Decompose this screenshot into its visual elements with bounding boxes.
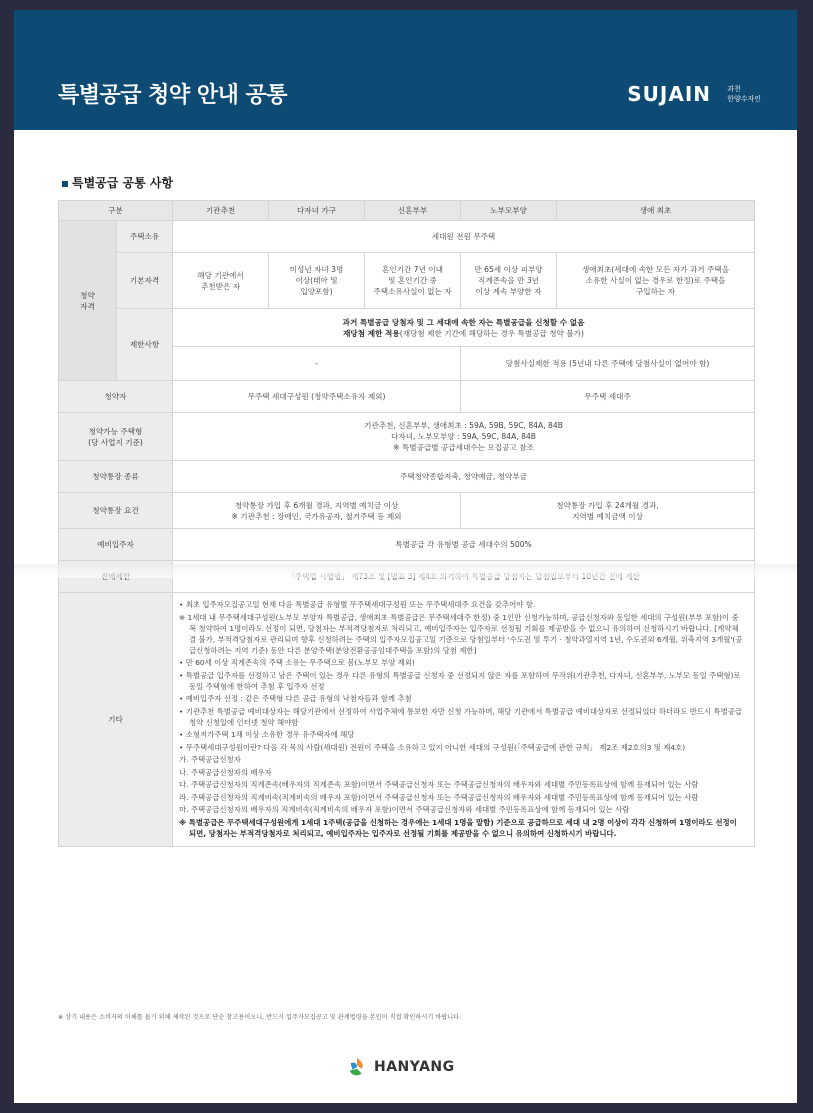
table-cell	[173, 309, 755, 347]
document-page	[14, 10, 797, 1103]
header-cell: 기관추천	[173, 201, 269, 221]
table-row	[59, 253, 755, 309]
table-row	[59, 221, 755, 253]
list-item: • 특별공급 입주자를 선정하고 남은 주택이 있는 경우 다른 유형의 특별공급 신청자 중 선정되지 않은 자를 포함하여 무작위(기관추천, 다자녀, 신혼부부, 노부모 동일 주택형)로 동일 주택형에 한하여 추첨 후 입주자 선정	[179, 670, 741, 691]
list-item: 라. 주택공급신청자의 직계비속(직계비속의 배우자 포함)이면서 주택공급신청자 또는 주택공급신청자의 배우자와 세대별 주민등록표상에 함께 등재되어 있는 사람	[179, 792, 699, 802]
table-cell: 당첨사실제한 적용 (5년내 다른 주택에 당첨사실이 없어야 함)	[461, 347, 755, 381]
table-cell: 청약통장 가입 후 6개월 경과, 지역별 예치금 이상 ※ 기관추천 : 장애인, 국가유공자, 철거주택 등 제외	[173, 493, 461, 529]
logo-text: HANYANG	[374, 1059, 455, 1075]
table-header-row	[59, 201, 755, 221]
table-cell: 무주택 세대주	[461, 381, 755, 413]
section-title	[62, 174, 173, 191]
restrict-line1: 과거 특별공급 당첨자 및 그 세대에 속한 자는 특별공급을 신청할 수 없음	[342, 317, 585, 327]
list-item: • 예비입주자 선정 : 같은 주택형 다른 공급 유형의 낙첨자들과 함께 추첨	[179, 694, 412, 703]
row-label: 청약통장 종류	[59, 461, 173, 493]
table-cell: 기관추천, 신혼부부, 생애최초 : 59A, 59B, 59C, 84A, 84B 다자녀, 노부모부양 : 59A, 59C, 84A, 84B ※ 특별공급별 공급세대수는 모집공고 참조	[173, 413, 755, 461]
table-cell: 생애최초(세대에 속한 모든 자가 과거 주택을 소유한 사실이 없는 경우로 한정)로 주택을 구입하는 자	[557, 253, 755, 309]
row-label: 청약통장 요건	[59, 493, 173, 529]
list-item: 나. 주택공급신청자의 배우자	[179, 767, 272, 777]
row-label: 기본자격	[117, 253, 173, 309]
etc-cell	[173, 593, 755, 847]
header-cell: 노부모부양	[461, 201, 557, 221]
brand-sub-line2: 한양수자인	[727, 95, 761, 103]
header-banner	[14, 10, 797, 130]
row-label: 주택소유	[117, 221, 173, 253]
table-cell: 주택청약종합저축, 청약예금, 청약부금	[173, 461, 755, 493]
table-cell: 혼인기간 7년 이내 및 혼인기간 중 주택소유사실이 없는 자	[365, 253, 461, 309]
row-label: 제한사항	[117, 309, 173, 381]
table-cell: 미성년 자녀 3명 이상(태아 및 입양포함)	[269, 253, 365, 309]
table-cell: -	[173, 347, 461, 381]
list-item: • 무주택세대구성원이란? 다음 각 목의 사람(세대원) 전원이 주택을 소유하고 있지 아니한 세대의 구성원(「주택공급에 관한 규칙」 제2조 제2호의3 및 제4호)	[179, 742, 686, 752]
footnote: ※ 상기 내용은 소비자의 이해를 돕기 위해 제작된 것으로 단순 참고용이오니, 반드시 입주자모집공고 및 관계법령을 본인이 직접 확인하시기 바랍니다.	[58, 1014, 462, 1021]
restrict-rest: (재당첨 제한 기간에 해당하는 경우 특별공급 청약 불가)	[399, 328, 584, 338]
section-title-text: 특별공급 공통 사항	[72, 176, 174, 190]
page-fold-shadow	[14, 564, 797, 578]
square-bullet-icon	[62, 181, 68, 187]
header-cell: 구분	[59, 201, 173, 221]
hanyang-logo	[346, 1056, 455, 1078]
row-label: 예비입주자	[59, 529, 173, 561]
list-item: • 기관추천 특별공급 예비대상자는 해당기관에서 선정하여 사업주체에 통보한 자만 신청 가능하며, 해당 기관에서 특별공급 예비대상자로 선정되었다 하더라도 반드시 특별공급 청약 신청일에 인터넷 청약 해야함	[179, 706, 743, 727]
brand-sub	[727, 84, 761, 104]
brand-sub-line1: 과천	[727, 85, 741, 93]
header-cell: 신혼부부	[365, 201, 461, 221]
header-cell: 생애 최초	[557, 201, 755, 221]
table-cell: 무주택 세대구성원 (청약주택소유자 제외)	[173, 381, 461, 413]
table-row	[59, 461, 755, 493]
list-item: 마. 주택공급신청자의 배우자의 직계비속(직계비속의 배우자 포함)이면서 주택공급신청자와 세대별 주민등록표상에 함께 등재되어 있는 사람	[179, 805, 630, 814]
table-cell: 청약통장 가입 후 24개월 경과, 지역별 예치금액 이상	[461, 493, 755, 529]
restrict-line2	[176, 328, 751, 339]
table-row	[59, 309, 755, 347]
brand-logo: SUJAIN	[627, 82, 711, 106]
table-row	[59, 381, 755, 413]
row-label: 청약가능 주택형 (당 사업지 기준)	[59, 413, 173, 461]
table-cell: 해당 기관에서 추천받은 자	[173, 253, 269, 309]
special-supply-table	[58, 200, 755, 847]
qualification-group-label: 청약 자격	[59, 221, 117, 381]
table-row	[59, 593, 755, 847]
list-item: 다. 주택공급신청자의 직계존속(배우자의 직계존속 포함)이면서 주택공급신청자 또는 주택공급신청자의 배우자와 세대별 주민등록표상에 함께 등재되어 있는 사람	[179, 780, 699, 789]
header-cell: 다자녀 가구	[269, 201, 365, 221]
list-item: • 만 60세 이상 직계존속의 주택 소유는 무주택으로 봄(노부모 부양 제외)	[179, 658, 415, 667]
table-row	[59, 413, 755, 461]
table-cell: 만 65세 이상 피부양 직계존속을 만 3년 이상 계속 부양한 자	[461, 253, 557, 309]
table-row	[59, 493, 755, 529]
table-row	[59, 529, 755, 561]
table-cell: 특별공급 각 유형별 공급 세대수의 500%	[173, 529, 755, 561]
hanyang-mark-icon	[346, 1056, 368, 1078]
row-label: 청약자	[59, 381, 173, 413]
list-item: • 소형저가주택 1채 이상 소유한 경우 유주택자에 해당	[179, 730, 355, 739]
list-item: 가. 주택공급신청자	[179, 755, 241, 764]
list-item: • 최초 입주자모집공고일 현재 다음 특별공급 유형별 무주택세대구성원 또는 무주택세대주 요건을 갖추어야 함.	[179, 600, 536, 609]
list-item-bold: ※ 특별공급은 무주택세대구성원에게 1세대 1주택(공급을 신청하는 경우에는 1세대 1명을 말함) 기준으로 공급하므로 세대 내 2명 이상이 각각 신청하여 1명이라도 선정이 되면, 당첨자는 부적격당첨자로 처리되고, 예비입주자는 입주자로 선정될 기회를 제공받을 수 없으니 유의하여 신청하시기 바랍니다.	[179, 817, 737, 838]
restrict-bold: 재당첨 제한 적용	[343, 328, 400, 338]
table-cell: 세대원 전원 무주택	[173, 221, 755, 253]
etc-list	[179, 599, 744, 839]
row-label: 기타	[59, 593, 173, 847]
page-title: 특별공급 청약 안내 공통	[58, 83, 287, 108]
list-item: ※ 1세대 내 무주택세대구성원(노부모 부양자 특별공급, 생애최초 특별공급은 무주택세대주 한정) 중 1인만 신청가능하며, 공급신청자와 동일한 세대의 구성원(부부 포함)이 중복 청약하여 1명이라도 선정이 되면, 당첨자는 부적격당첨자로 처리되고, 예비입주자는 입주자로 선정될 기회를 제공받을 수 없으니 유의하여 신청하시기 바랍니다. [계약체결 불가, 부적격당첨자로 관리되며 향후 신청하려는 주택의 입주자모집공고일 기준으로 당첨일부터 '수도권 및 투기 · 청약과열지역 1년, 수도권외 6개월, 위축지역 3개월'(공급신청하려는 지역 기준) 동안 다른 분양주택(분양전환공공임대주택을 포함)의 당첨 제한]	[179, 612, 743, 655]
